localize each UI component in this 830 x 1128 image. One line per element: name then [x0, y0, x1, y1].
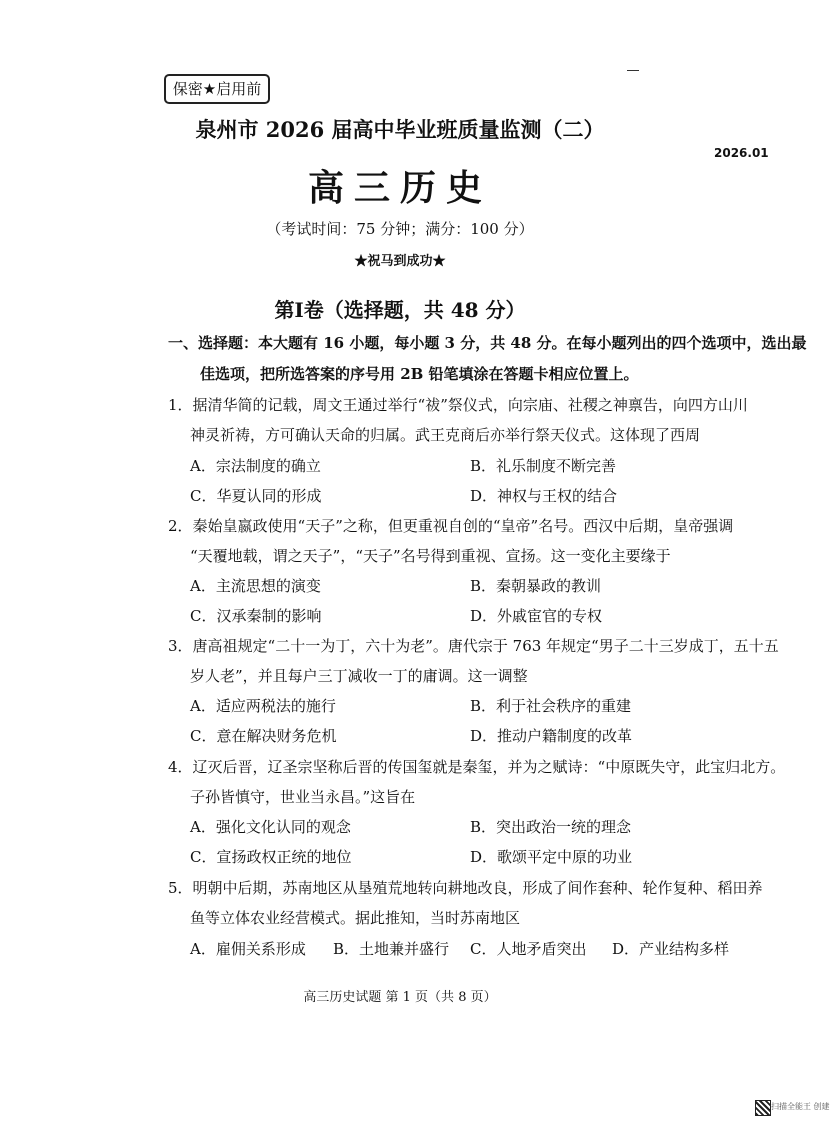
question-1-line-1: 1．据清华简的记载，周文王通过举行“祓”祭仪式，向宗庙、社稷之神禀告，向四方山川: [168, 396, 748, 414]
question-3-line-1: 3．唐高祖规定“二十一为丁，六十为老”。唐代宗于 763 年规定“男子二十三岁成丁，五十五: [168, 637, 779, 655]
question-1-option-c: C．华夏认同的形成: [190, 487, 322, 505]
question-4-line-1: 4．辽灭后晋，辽圣宗坚称后晋的传国玺就是秦玺，并为之赋诗：“中原既失守，此宝归北方。: [168, 758, 786, 776]
qr-code-icon: [755, 1100, 771, 1116]
part-title: 第Ⅰ卷（选择题，共 48 分）: [274, 298, 526, 322]
question-3-option-a: A．适应两税法的施行: [190, 697, 336, 715]
question-2-line-1: 2．秦始皇嬴政使用“天子”之称，但更重视自创的“皇帝”名号。西汉中后期，皇帝强调: [168, 517, 734, 535]
question-5-option-d: D．产业结构多样: [612, 940, 730, 958]
question-1-line-2: 神灵祈祷，方可确认天命的归属。武王克商后亦举行祭天仪式。这体现了西周: [190, 426, 701, 444]
question-3-option-b: B．利于社会秩序的重建: [470, 697, 632, 715]
question-1-option-a: A．宗法制度的确立: [190, 457, 321, 475]
question-5-option-c: C．人地矛盾突出: [470, 940, 587, 958]
scanner-watermark: 扫描全能王 创建: [771, 1102, 830, 1111]
question-3-option-c: C．意在解决财务危机: [190, 727, 337, 745]
instruction-line-2: 佳选项，把所选答案的序号用 2B 铅笔填涂在答题卡相应位置上。: [200, 365, 639, 383]
subject-title: 高三历史: [307, 167, 492, 209]
question-2-option-d: D．外戚宦官的专权: [470, 607, 603, 625]
question-1-option-b: B．礼乐制度不断完善: [470, 457, 617, 475]
question-4-option-b: B．突出政治一统的理念: [470, 818, 632, 836]
question-5-line-1: 5．明朝中后期，苏南地区从垦殖荒地转向耕地改良，形成了间作套种、轮作复种、稻田养: [168, 879, 763, 897]
question-2-option-a: A．主流思想的演变: [190, 577, 321, 595]
exam-title: 泉州市 2026 届高中毕业班质量监测（二）: [195, 117, 605, 142]
page-footer: 高三历史试题 第 1 页（共 8 页）: [303, 990, 497, 1005]
question-1-option-d: D．神权与王权的结合: [470, 487, 618, 505]
question-4-option-d: D．歌颂平定中原的功业: [470, 848, 633, 866]
question-5-option-a: A．雇佣关系形成: [190, 940, 306, 958]
question-3-option-d: D．推动户籍制度的改革: [470, 727, 633, 745]
exam-date: 2026.01: [714, 146, 769, 160]
question-2-option-c: C．汉承秦制的影响: [190, 607, 322, 625]
question-4-option-c: C．宣扬政权正统的地位: [190, 848, 352, 866]
top-dash-mark: [627, 70, 639, 71]
question-2-line-2: “天覆地载，谓之天子”，“天子”名号得到重视、宣扬。这一变化主要缘于: [190, 547, 671, 565]
exam-info: （考试时间：75 分钟；满分：100 分）: [266, 220, 534, 238]
question-5-option-b: B．土地兼并盛行: [333, 940, 450, 958]
instruction-line-1: 一、选择题：本大题有 16 小题，每小题 3 分，共 48 分。在每小题列出的四个选项中，选出最: [168, 334, 807, 352]
question-4-line-2: 子孙皆慎守，世业当永昌。”这旨在: [190, 788, 416, 806]
question-4-option-a: A．强化文化认同的观念: [190, 818, 351, 836]
question-5-line-2: 鱼等立体农业经营模式。据此推知，当时苏南地区: [190, 909, 521, 927]
confidential-stamp: 保密★启用前: [164, 74, 270, 104]
blessing-text: ★祝马到成功★: [354, 254, 446, 269]
question-2-option-b: B．秦朝暴政的教训: [470, 577, 602, 595]
question-3-line-2: 岁人老”，并且每户三丁减收一丁的庸调。这一调整: [190, 667, 528, 685]
